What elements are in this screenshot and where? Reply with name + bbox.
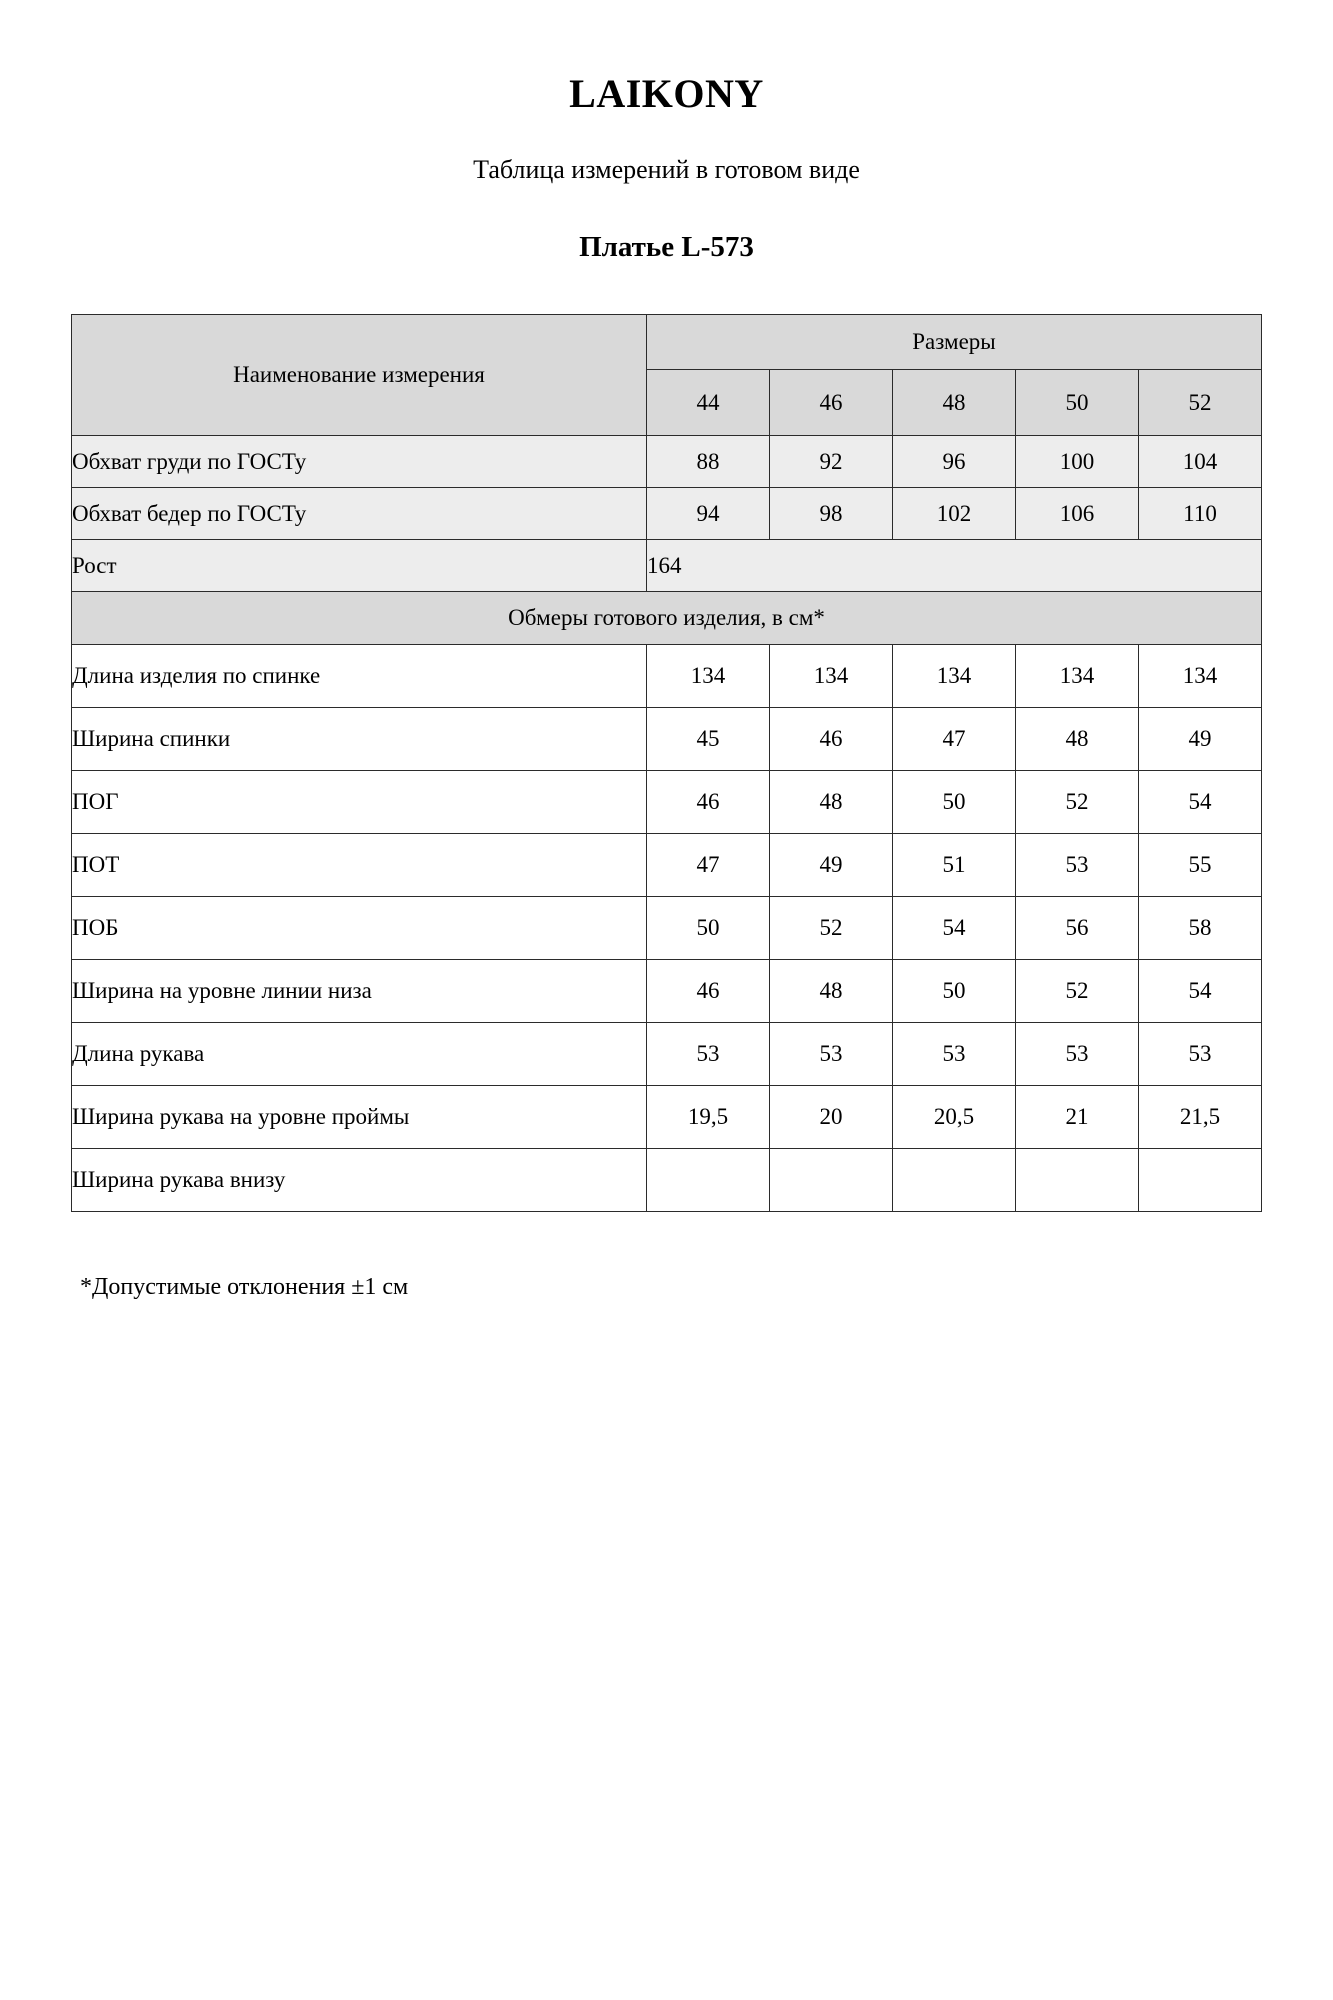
column-header-name: Наименование измерения [71, 315, 646, 436]
column-header-sizes: Размеры [646, 315, 1261, 370]
row-value: 52 [1015, 960, 1138, 1023]
row-value: 50 [646, 897, 769, 960]
row-value: 94 [646, 488, 769, 540]
size-header-4: 52 [1138, 370, 1261, 436]
row-value: 54 [1138, 771, 1261, 834]
document-subtitle: Таблица измерений в готовом виде [473, 155, 860, 184]
row-value: 51 [892, 834, 1015, 897]
table-row [71, 1149, 1261, 1212]
row-value: 53 [769, 1023, 892, 1086]
row-label: Обхват бедер по ГОСТу [71, 488, 646, 540]
row-value: 46 [769, 708, 892, 771]
row-label: Ширина рукава внизу [71, 1149, 646, 1212]
row-value: 54 [892, 897, 1015, 960]
size-header-0: 44 [646, 370, 769, 436]
row-value: 92 [769, 436, 892, 488]
row-value: 53 [1015, 834, 1138, 897]
row-value: 134 [1138, 645, 1261, 708]
row-value: 88 [646, 436, 769, 488]
row-value: 21,5 [1138, 1086, 1261, 1149]
table-row [71, 771, 1261, 834]
table-row [71, 897, 1261, 960]
row-value: 19,5 [646, 1086, 769, 1149]
row-label: ПОГ [71, 771, 646, 834]
row-value: 48 [769, 771, 892, 834]
section-header-row [71, 592, 1261, 645]
row-label: Длина рукава [71, 1023, 646, 1086]
table-row [71, 1086, 1261, 1149]
row-value: 98 [769, 488, 892, 540]
measurements-table [71, 314, 1262, 1212]
row-value: 49 [1138, 708, 1261, 771]
row-value: 48 [769, 960, 892, 1023]
row-value: 58 [1138, 897, 1261, 960]
row-value [769, 1149, 892, 1212]
row-value: 46 [646, 960, 769, 1023]
row-value: 106 [1015, 488, 1138, 540]
row-value: 96 [892, 436, 1015, 488]
row-label: Ширина на уровне линии низа [71, 960, 646, 1023]
product-title: Платье L-573 [579, 231, 754, 263]
row-value: 54 [1138, 960, 1261, 1023]
row-value: 52 [1015, 771, 1138, 834]
row-value [1015, 1149, 1138, 1212]
brand-title: LAIKONY [569, 71, 764, 116]
row-value: 56 [1015, 897, 1138, 960]
table-row [71, 436, 1261, 488]
row-value: 134 [646, 645, 769, 708]
row-value: 48 [1015, 708, 1138, 771]
table-row [71, 960, 1261, 1023]
size-header-2: 48 [892, 370, 1015, 436]
row-label: Обхват груди по ГОСТу [71, 436, 646, 488]
table-row [71, 645, 1261, 708]
row-value: 49 [769, 834, 892, 897]
row-value: 21 [1015, 1086, 1138, 1149]
row-label: Ширина спинки [71, 708, 646, 771]
table-header-row-1 [71, 315, 1261, 370]
table-row [71, 834, 1261, 897]
row-value: 52 [769, 897, 892, 960]
row-value [646, 1149, 769, 1212]
row-value: 110 [1138, 488, 1261, 540]
table-row [71, 1023, 1261, 1086]
row-value: 53 [892, 1023, 1015, 1086]
row-value [892, 1149, 1015, 1212]
row-value: 134 [892, 645, 1015, 708]
row-label: Ширина рукава на уровне проймы [71, 1086, 646, 1149]
row-value: 104 [1138, 436, 1261, 488]
row-label: Рост [71, 540, 646, 592]
row-value: 47 [646, 834, 769, 897]
footnote: *Допустимые отклонения ±1 см [80, 1274, 409, 1300]
size-header-1: 46 [769, 370, 892, 436]
row-value: 55 [1138, 834, 1261, 897]
row-value: 50 [892, 960, 1015, 1023]
section-header-label: Обмеры готового изделия, в см* [71, 592, 1261, 645]
table-row [71, 708, 1261, 771]
table-row [71, 488, 1261, 540]
row-value: 164 [646, 540, 1261, 592]
row-label: ПОТ [71, 834, 646, 897]
row-value: 53 [646, 1023, 769, 1086]
table-row-height [71, 540, 1261, 592]
row-value: 45 [646, 708, 769, 771]
row-value: 46 [646, 771, 769, 834]
row-value: 134 [1015, 645, 1138, 708]
row-value: 47 [892, 708, 1015, 771]
row-value: 20 [769, 1086, 892, 1149]
row-value: 50 [892, 771, 1015, 834]
row-value: 134 [769, 645, 892, 708]
row-value: 53 [1015, 1023, 1138, 1086]
row-value: 20,5 [892, 1086, 1015, 1149]
row-value: 53 [1138, 1023, 1261, 1086]
size-header-3: 50 [1015, 370, 1138, 436]
row-label: ПОБ [71, 897, 646, 960]
row-value [1138, 1149, 1261, 1212]
row-label: Длина изделия по спинке [71, 645, 646, 708]
row-value: 100 [1015, 436, 1138, 488]
row-value: 102 [892, 488, 1015, 540]
